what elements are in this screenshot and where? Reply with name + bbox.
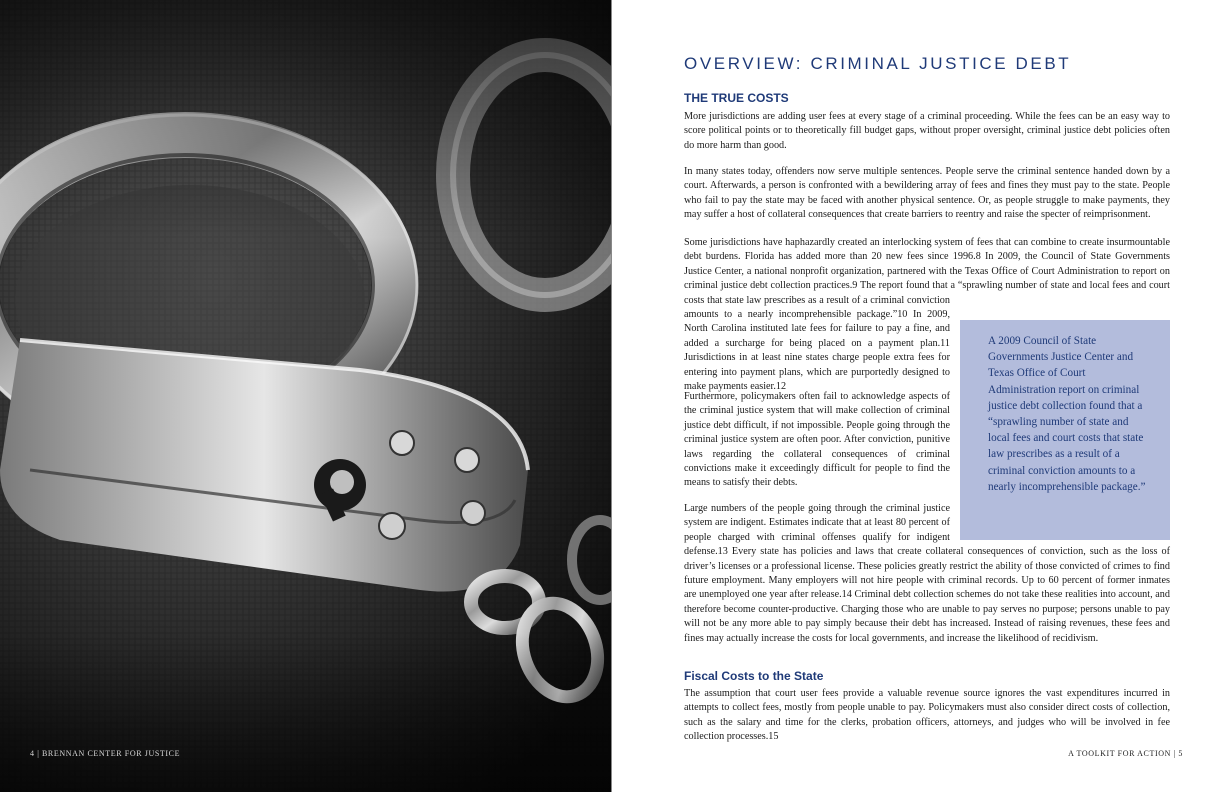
paragraph-3-text: Some jurisdictions have haphazardly created an interlocking system of fees that can combine to create insurmountable debt burdens. Florida has added more than 20 new fees since 1996.8 In 2009, the Council of State Governments Justice Center, a national nonprofit organization, partnered with the Texas Office of Court Administration to report on criminal justice debt collection practices.9 The report found that a “sprawling number of state and local fees and court costs that state law prescribes as a result of a criminal conviction amounts to a nearly incomprehensible package.”10 In 2009, North Carolina instituted late fees for failure to pay a fine, and added a surcharge for being placed on a payment plan.11 Jurisdictions in at least nine states charge people extra fees for entering into payment plans, which are purportedly designed to make payments easier.12 bbox=[684, 237, 1170, 393]
section-heading-true-costs: THE TRUE COSTS bbox=[684, 91, 789, 105]
page-title: OVERVIEW: CRIMINAL JUSTICE DEBT bbox=[684, 54, 1072, 73]
paragraph-fiscal-costs: The assumption that court user fees provide a valuable revenue source ignores the vast expenditures incurred in attempts to collect fees, mostly from people unable to pay. Policymakers must also consider direct costs of collection, such as the salary and time for the clerks, probation officers, attorneys, and judges who will be involved in fee collection processes.15 bbox=[684, 688, 1170, 743]
paragraph-2: In many states today, offenders now serve multiple sentences. People serve the criminal sentence handed down by a court. Afterwards, a person is confronted with a bewildering array of fees and fines they must pay to the state. People who fail to pay the state may be faced with another physical sentence. Or, as people struggle to make payments, they may suffer a host of collateral consequences that create barriers to reentry and raise the specter of reimprisonment. bbox=[684, 166, 1170, 221]
callout-wrap-spacer-2 bbox=[950, 502, 1170, 542]
paragraph-4: Furthermore, policymakers often fail to acknowledge aspects of the criminal justice system that will make collection of criminal justice debt difficult, if not impossible. People going through the criminal justice system are often poor. After conviction, punitive laws regarding the collateral consequences of criminal convictions make it exceedingly difficult for people to find the means to satisfy their debts. bbox=[684, 391, 950, 489]
left-page bbox=[0, 0, 611, 792]
paragraph-5: Large numbers of the people going through the criminal justice system are indigent. Estimates indicate that at least 80 percent of people charged with criminal offenses qualify for indigent defense.13 Every state has policies and laws that create collateral consequences of conviction, such as the loss of driver’s licenses or a professional license. These policies greatly restrict the ability of those convicted of crimes to find future employment. Many employers will not hire people with criminal records. Up to 60 percent of former inmates are unemployed one year after release.14 Criminal debt collection schemes do not take these realities into account, and therefore become counter-productive. Charging those who are unable to pay serves no purpose; persons unable to pay will not be any more able to pay simply because their debt has increased. Instead of raising revenues, these fees and fines may actually increase the costs for local governments, and increase the likelihood of recidivism. bbox=[684, 503, 1170, 644]
handcuffs-photo bbox=[0, 0, 611, 792]
right-page bbox=[612, 0, 1224, 792]
footer-left-page-number: 4 | BRENNAN CENTER FOR JUSTICE bbox=[30, 749, 181, 758]
footer-right-page-number: A TOOLKIT FOR ACTION | 5 bbox=[1068, 749, 1183, 758]
section-heading-fiscal-costs: Fiscal Costs to the State bbox=[684, 669, 824, 683]
pull-quote-text: A 2009 Council of State Governments Justice Center and Texas Office of Court Administration report on criminal justice debt collection found that a “sprawling number of state and local fees and court costs that state law prescribes as a result of a criminal conviction amounts to a nearly incomprehensible package.” bbox=[988, 335, 1146, 493]
paragraph-1: More jurisdictions are adding user fees at every stage of a criminal proceeding. While the fees can be an easy way to score political points or to theoretically fill budget gaps, without proper oversight, criminal justice debt policies often do more harm than good. bbox=[684, 111, 1170, 151]
